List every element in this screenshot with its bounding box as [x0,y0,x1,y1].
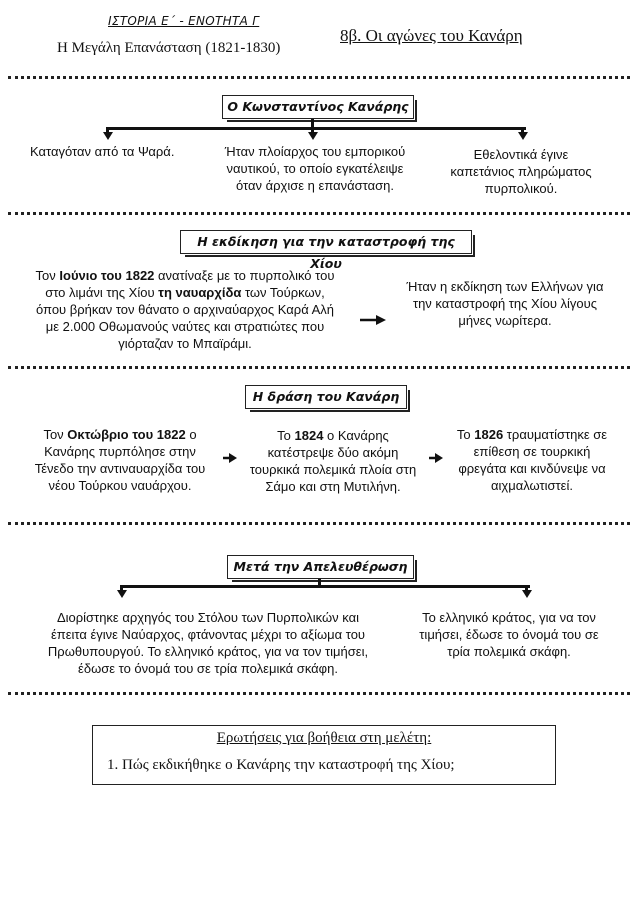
section-title-kanaris: Ο Κωνσταντίνος Κανάρης [222,95,414,119]
question-item: 1. Πώς εκδικήθηκε ο Κανάρης την καταστροφή της Χίου; [107,757,455,773]
action-1822-text: Τον Οκτώβριο του 1822 ο Κανάρης πυρπόλησε στην Τένεδο την αντιναυαρχίδα του νέου Τούρκου ναυάρχου. [34,427,206,493]
unit-title: Η Μεγάλη Επανάσταση (1821-1830) [57,40,281,56]
dotted-divider [8,366,630,369]
captain-text: Ήταν πλοίαρχος του εμπορικού ναυτικού, το οποίο εγκατέλειψε όταν άρχισε η επανάσταση. [224,144,406,193]
arrow-right-icon [223,452,237,464]
study-questions-box [92,725,556,785]
arrow-down-icon [518,132,528,140]
dotted-divider [8,522,630,525]
revenge-meaning-text: Ήταν η εκδίκηση των Ελλήνων για την καταστροφή της Χίου λίγους μήνες νωρίτερα. [406,279,604,328]
section-title-revenge: Η εκδίκηση για την καταστροφή της Χίου [180,230,472,254]
arrow-down-icon [308,132,318,140]
arrow-right-icon [429,452,443,464]
action-1824-text: Το 1824 ο Κανάρης κατέστρεψε δύο ακόμη τουρκικά πολεμικά πλοία στη Σάμο και στη Μυτιλήνη. [249,428,417,494]
branch-line [120,585,530,588]
subject-line: ΙΣΤΟΡΙΑ Ε΄ - ΕΝΟΤΗΤΑ Γ [108,14,260,28]
section-title-action: Η δράση του Κανάρη [245,385,407,409]
arrow-down-icon [103,132,113,140]
revenge-text: Τον Ιούνιο του 1822 ανατίναξε με το πυρπολικό του στο λιμάνι της Χίου τη ναυαρχίδα των Τούρκων, όπου βρήκαν τον θάνατο ο αρχιναύαρχος Καρά Αλή με 2.000 Οθωμανούς ναύτες και στρατιώτες που γιόρταζαν το Μπαϊράμι. [35,268,335,351]
action-1826-text: Το 1826 τραυματίστηκε σε επίθεση σε τουρκική φρεγάτα και κινδύνεψε να αιχμαλωτιστεί. [456,427,608,493]
arrow-right-icon [360,314,386,326]
branch-line [106,127,526,130]
lesson-title: 8β. Οι αγώνες του Κανάρη [340,26,523,45]
origin-text: Καταγόταν από τα Ψαρά. [30,144,175,159]
section-title-after-liberation: Μετά την Απελευθέρωση [227,555,414,579]
dotted-divider [8,76,630,79]
dotted-divider [8,692,630,695]
questions-title: Ερωτήσεις για βοήθεια στη μελέτη: [216,730,432,746]
volunteer-text: Εθελοντικά έγινε καπετάνιος πληρώματος πυρπολικού. [450,147,592,196]
arrow-down-icon [117,590,127,598]
arrow-down-icon [522,590,532,598]
honor-text: Το ελληνικό κράτος, για να τον τιμήσει, έδωσε το όνομά του σε τρία πολεμικά σκάφη. [419,610,599,659]
appointment-text: Διορίστηκε αρχηγός του Στόλου των Πυρπολικών και έπειτα έγινε Ναύαρχος, φτάνοντας μέχρι το αξίωμα του Πρωθυπουργού. Το ελληνικό κράτος, για να τον τιμήσει, έδωσε το όνομά του σε τρία πολεμικά σκάφη. [47,610,369,676]
dotted-divider [8,212,630,215]
